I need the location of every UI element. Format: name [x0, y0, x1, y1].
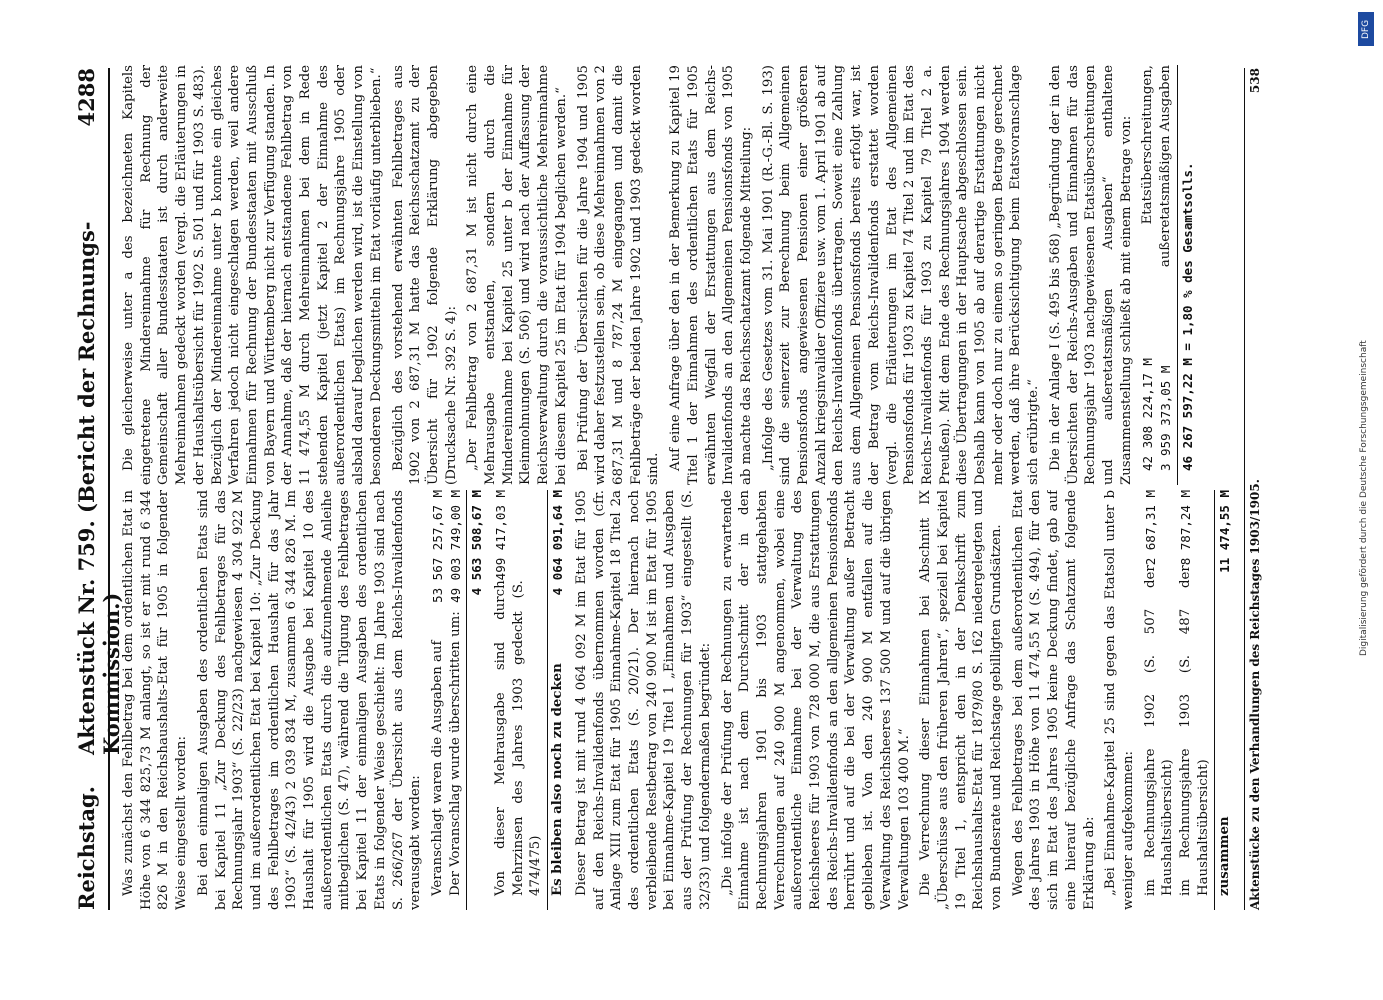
sum-value: 49 003 749,00 M: [447, 490, 463, 603]
paragraph: Bei den einmaligen Ausgaben des ordentlichen Etats sind bei Kapitel 11 „Zur Deckung des Fehlbetrages für das Rechnungsjahr 1903“ (S. 22/23) nachgewiesen 4 304 922 M und im außerordentlichen Etat bei Kapitel 10: „Zur Deckung des Fehlbetrages im ordentlichen Haushalt für das Jahr 1903“ (S. 42/43) 2 039 834 M, zusammen 6 344 826 M. Im Haushalt für 1905 wird die Ausgabe bei Kapitel 10 des außerordentlichen Etats durch die aufzunehmende Anleihe mitbeglichen (S. 47), während die Tilgung des Fehlbetrages bei Kapitel 11 der einmaligen Ausgaben des ordentlichen Etats in folgender Weise geschieht: Im Jahre 1903 sind nach S. 266/267 der Übersicht aus dem Reichs-Invalidenfonds verausgabt worden:: [195, 490, 424, 910]
sum-label: Etatsüberschreitungen,: [1140, 65, 1156, 225]
digitization-stamp: [1356, 8, 1378, 992]
page-number: 4288: [74, 68, 99, 127]
sum-value: 8 787,24 M: [1178, 490, 1194, 566]
sum-row: [1142, 490, 1177, 910]
sum-row: [492, 490, 545, 910]
paragraph: „Infolge des Gesetzes vom 31. Mai 1901 (R.-G.-Bl. S. 193) sind die seinerzeit zur Berechnung beim Allgemeinen Pensionsfonds angewiesenen Pensionen einer größeren Anzahl kriegsinvalider Offiziere usw. vom 1. April 1901 ab auf den Reichs-Invalidenfonds übertragen. Soweit eine Zahlung aus dem Allgemeinen Pensionsfonds bereits erfolgt war, ist der Betrag vom Reichs-Invalidenfonds erstattet worden (vergl. die Erläuterungen im Etat des Allgemeinen Pensionsfonds für 1903 zu Kapitel 74 Titel 2 und im Etat des Reichs-Invalidenfonds für 1903 zu Kapitel 79 Titel 2 a. Preußen). Mit dem Ende des Rechnungsjahres 1904 werden diese Übertragungen in der Hauptsache abgeschlossen sein. Deshalb kann von 1905 ab auf derartige Erstattungen nicht mehr oder doch nur zu einem so geringen Betrage gerechnet werden, daß ihre Berücksichtigung beim Etatsvoranschlage sich erübrigte.“: [760, 65, 1042, 485]
sum-total: [466, 490, 486, 910]
paragraph: Die Verrechnung dieser Einnahmen bei Abschnitt IX „Überschüsse aus den früheren Jahren“, speziell bei Kapitel 19 Titel 1, entspricht den in der Denkschrift zum Reichshaushalts-Etat für 1879/80 S. 162 niedergelegten und von Bundesrate und Reichstage gebilligten Grundsätzen.: [918, 490, 1005, 910]
stamp-text: Digitalisierung gefördert durch die Deutsche Forschungsgemeinschaft: [1359, 340, 1369, 656]
sum-row: [429, 490, 447, 910]
sum-row: [1177, 490, 1212, 910]
paragraph: Wegen des Fehlbetrages bei dem außerordentlichen Etat des Jahres 1903 in Höhe von 11 474,55 M (S. 494), für den sich im Etat des Jahres 1905 keine Deckung findet, gab auf eine hierauf bezügliche Anfrage das Schatzamt folgende Erklärung ab:: [1010, 490, 1097, 910]
sum-total: [1177, 65, 1197, 485]
header-title: Aktenstück Nr. 759. (Bericht der Rechnungs-Kommission.): [74, 221, 124, 755]
paragraph: „Die infolge der Prüfung der Rechnungen zu erwartende Einnahme ist nach dem Durchschnitt der in den Rechnungsjahren 1901 bis 1903 stattgehabten Verrechnungen auf 240 900 M angenommen, wobei eine außerordentliche Einnahme bei der Verwaltung des Reichsheeres für 1903 von 728 000 M, die aus Erstattungen des Reichs-Invalidenfonds an den allgemeinen Pensionsfonds herrührt und auf die bei der Verwaltung außer Betracht geblieben ist. Von den 240 900 M entfallen auf die Verwaltung des Reichsheeres 137 500 M und auf die übrigen Verwaltungen 103 400 M.“: [719, 490, 912, 910]
sum-label: Es bleiben also noch zu decken: [550, 663, 566, 896]
sum-value: 11 474,55 M: [1217, 490, 1233, 573]
footer-page-mark: 538: [1248, 68, 1262, 94]
sum-label: im Rechnungsjahre 1902 (S. 507 der Haushaltsübersicht): [1142, 565, 1176, 896]
dfg-logo: DFG: [1358, 12, 1374, 46]
paragraph: Bei Prüfung der Übersichten für die Jahre 1904 und 1905 wird daher festzustellen sein, ob diese Mehreinnahmen von 2 687,31 M und 8 787,24 M eingegangen und damit die Fehlbeträge der beiden Jahre 1902 und 1903 gedeckt worden sind.: [575, 65, 662, 485]
sum-value: 46 267 597,22 M = 1,80 % des Gesamtsolls.: [1179, 162, 1195, 471]
sum-value: 42 308 224,17 M: [1140, 358, 1156, 471]
sum-row: [1139, 65, 1157, 485]
sum-total: [1214, 490, 1234, 910]
sum-label: außeretatsmäßigen Ausgaben: [1158, 65, 1174, 268]
footer-text: Aktenstücke zu den Verhandlungen des Reichstages 1903/1905.: [1248, 479, 1262, 910]
paragraph: Bezüglich des vorstehend erwähnten Fehlbetrages aus 1902 von 2 687,31 M hatte das Reichsschatzamt zu der Übersicht für 1902 folgende Erklärung abgegeben (Drucksache Nr. 392 S. 4):: [390, 65, 459, 485]
sum-row: [447, 490, 465, 910]
left-column: [120, 490, 1240, 910]
paragraph: „Der Fehlbetrag von 2 687,31 M ist nicht durch eine Mehrausgabe entstanden, sondern durch die Mindereinnahme bei Kapitel 25 unter b der Einnahme für Kleinmohnungen (S. 506) und wird nach der Auffassung der Reichsverwaltung durch die voraussichtliche Mehreinnahme bei diesem Kapitel 25 im Etat für 1904 beglichen werden.“: [465, 65, 569, 485]
sum-row: [1157, 65, 1175, 485]
paragraph: Die gleicherweise unter a des bezeichneten Kapitels eingetretene Mindereinnahme für Rechnung der Gemeinschaft aller Bundesstaaten ist durch anderweite Mehreinnahmen gedeckt worden (vergl. die Erläuterungen in der Haushaltsübersicht für 1902 S. 501 und für 1903 S. 483). Bezüglich der Mindereinnahme unter b konnte ein gleiches Verfahren jedoch nicht eingeschlagen werden, weil andere Einnahmen für Rechnung der Bundesstaaten mit Ausschluß von Bayern und Württemberg nicht zur Verfügung standen. In der Annahme, daß der hiernach entstandene Fehlbetrag von 11 474,55 M durch Mehreinnahmen bei dem in Rede stehenden Kapitel (jetzt Kapitel 2 der Einnahme des außerordentlichen Etats) im Rechnungsjahre 1905 oder alsbald darauf beglichen werden wird, ist die Einstellung von besonderen Deckungsmitteln im Etat vorläufig unterblieben.“: [121, 65, 384, 485]
page-header: [70, 68, 124, 910]
sum-label: Der Voranschlag wurde überschritten um:: [447, 611, 463, 896]
sum-total: [547, 490, 567, 910]
paragraph: „Bei Einnahme-Kapitel 25 sind gegen das Etatsoll unter b weniger aufgekommen:: [1103, 490, 1136, 910]
header-left: Reichstag.: [74, 786, 99, 910]
paragraph: Was zunächst den Fehlbetrag bei dem ordentlichen Etat in Höhe von 6 344 825,73 M anlangt, so ist er mit rund 6 344 826 M in den Reichshaushalts-Etat für 1905 in folgender Weise eingestellt worden:: [121, 490, 190, 910]
rotated-page: [56, 50, 1296, 930]
sum-value: 4 563 508,67 M: [469, 490, 485, 596]
page-footer: [1244, 68, 1262, 910]
sum-value: 2 687,31 M: [1142, 490, 1158, 566]
sum-block: [492, 490, 567, 910]
sum-value: 53 567 257,67 M: [429, 490, 445, 603]
sum-value: 4 064 091,64 M: [550, 490, 566, 596]
sum-label: Von dieser Mehrausgabe sind durch Mehrzinsen des Jahres 1903 gedeckt (S. 474/475): [493, 580, 544, 896]
sum-label: zusammen: [1217, 816, 1233, 896]
header-rule: [108, 68, 110, 910]
sum-value: 499 417,03 M: [493, 490, 509, 581]
sum-block: [1142, 490, 1235, 910]
sum-block: [1139, 65, 1196, 485]
sum-label: im Rechnungsjahre 1903 (S. 487 der Haushaltsübersicht): [1178, 565, 1211, 896]
paragraph: Dieser Betrag ist mit rund 4 064 092 M im Etat für 1905 auf den Reichs-Invalidenfonds übernommen worden (cfr. Anlage XIII zum Etat für 1905 Einnahme-Kapitel 18 Titel 2a des ordentlichen Etats (S. 20/21). Der hiernach noch verbleibende Restbetrag von 240 900 M ist im Etat für 1905 bei Einnahme-Kapitel 19 Titel 1 „Einnahmen und Ausgaben aus der Prüfung der Rechnungen für 1903“ eingestellt (S. 32/33) und folgendermaßen begründet:: [573, 490, 713, 910]
sum-label: Veranschlagt waren die Ausgaben auf: [429, 640, 445, 896]
sum-block: [429, 490, 486, 910]
right-column: [120, 65, 1240, 485]
paragraph: Auf eine Anfrage über den in der Bemerkung zu Kapitel 19 Titel 1 der Einnahmen des ordentlichen Etats für 1905 erwähnten Wegfall der Erstattungen aus dem Reichs-Invalidenfonds an den Allgemeinen Pensionsfonds von 1905 ab machte das Reichsschatzamt folgende Mitteilung:: [668, 65, 754, 485]
sum-value: 3 959 373,05 M: [1158, 365, 1174, 471]
paragraph: Die in der Anlage I (S. 495 bis 568) „Begründung der in den Übersichten der Reichs-Ausgaben und Einnahmen für das Rechnungsjahr 1903 nachgewiesenen Etatsüberschreitungen und außeretatsmäßigen Ausgaben“ enthaltene Zusammenstellung schließt ab mit einem Betrage von:: [1047, 65, 1134, 485]
